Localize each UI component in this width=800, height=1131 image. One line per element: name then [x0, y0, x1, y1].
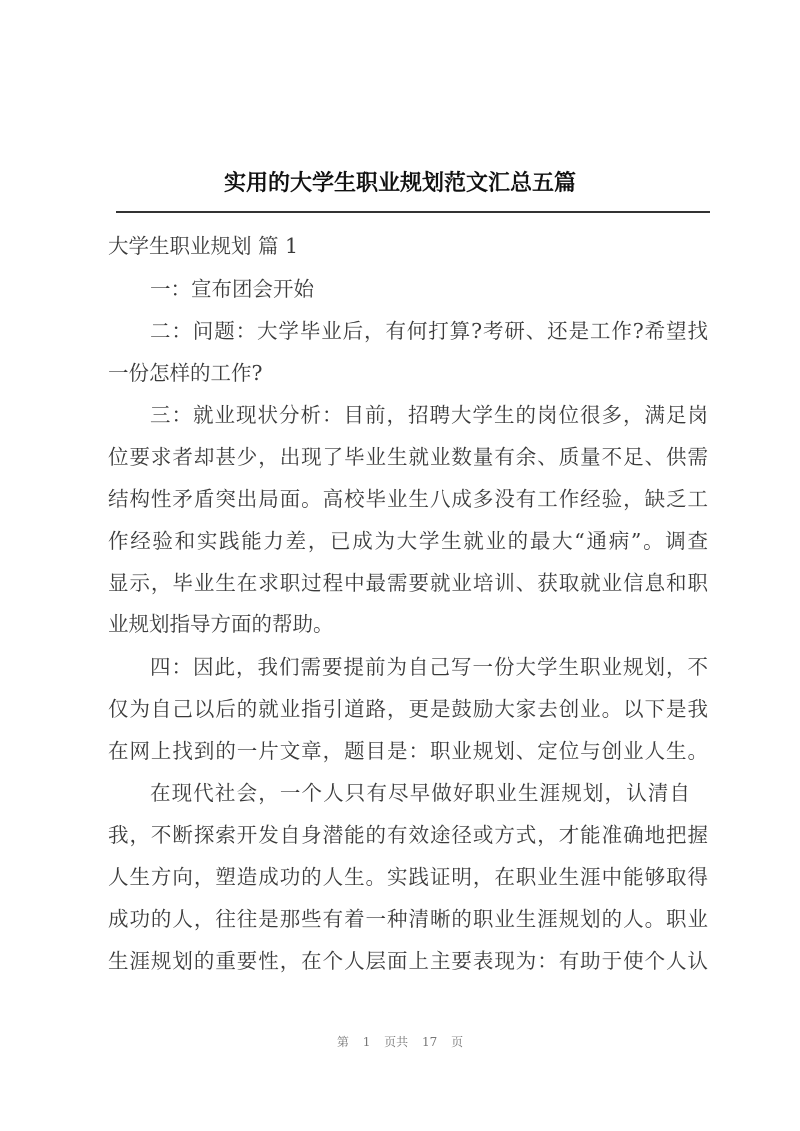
document-title: 实用的大学生职业规划范文汇总五篇 [223, 171, 576, 196]
paragraph-line: 人生方向，塑造成功的人生。实践证明，在职业生涯中能够取得 [108, 865, 708, 889]
section-heading: 大学生职业规划 篇 1 [108, 234, 299, 258]
paragraph-line: 在网上找到的一片文章，题目是：职业规划、定位与创业人生。 [108, 739, 708, 763]
paragraph-line: 二：问题：大学毕业后，有何打算?考研、还是工作?希望找 [150, 319, 708, 343]
paragraph-line: 显示，毕业生在求职过程中最需要就业培训、获取就业信息和职 [108, 571, 708, 595]
paragraph-line: 四：因此，我们需要提前为自己写一份大学生职业规划，不 [150, 655, 708, 679]
paragraph-line: 业规划指导方面的帮助。 [108, 612, 334, 636]
paragraph-line: 一份怎样的工作? [108, 361, 263, 385]
title-divider [116, 211, 710, 213]
paragraph-line: 我，不断探索开发自身潜能的有效途径或方式，才能准确地把握 [108, 823, 708, 847]
paragraph-line: 结构性矛盾突出局面。高校毕业生八成多没有工作经验，缺乏工 [108, 487, 708, 511]
paragraph-line: 在现代社会，一个人只有尽早做好职业生涯规划，认清自 [150, 781, 690, 805]
paragraph-line: 作经验和实践能力差，已成为大学生就业的最大“通病”。调查 [108, 529, 708, 553]
paragraph-line: 位要求者却甚少，出现了毕业生就业数量有余、质量不足、供需 [108, 445, 708, 469]
page-footer: 第 1 页共 17 页 [336, 1035, 464, 1049]
paragraph-line: 三：就业现状分析：目前，招聘大学生的岗位很多，满足岗 [150, 403, 708, 427]
paragraph-line: 仅为自己以后的就业指引道路，更是鼓励大家去创业。以下是我 [108, 697, 708, 721]
paragraph-line: 一：宣布团会开始 [150, 277, 314, 301]
paragraph-line: 生涯规划的重要性，在个人层面上主要表现为：有助于使个人认 [108, 949, 708, 973]
paragraph-line: 成功的人，往往是那些有着一种清晰的职业生涯规划的人。职业 [108, 907, 708, 931]
